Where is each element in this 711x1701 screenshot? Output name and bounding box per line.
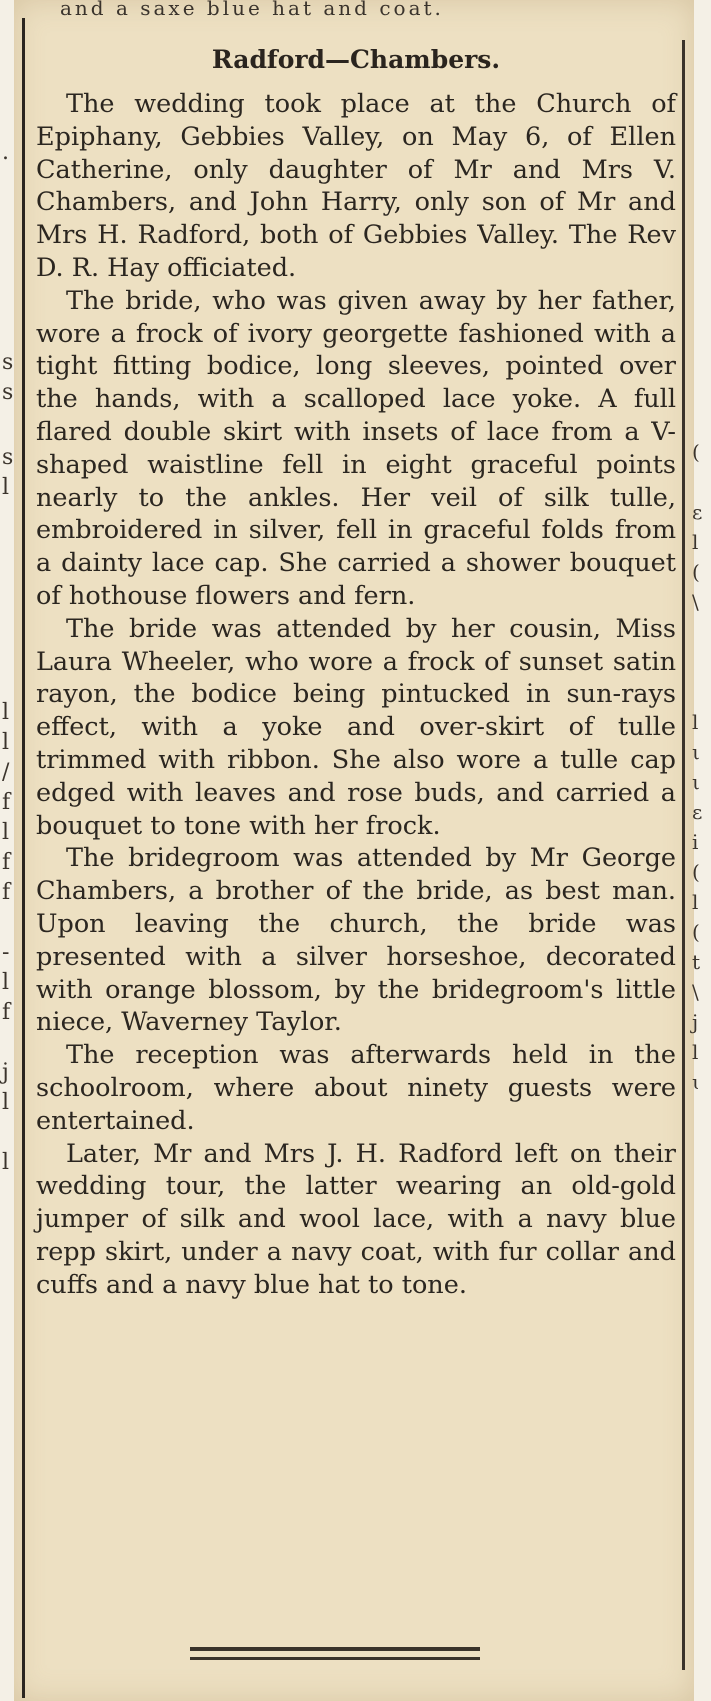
headline: Radford—Chambers.	[211, 45, 501, 74]
end-rule-bottom	[190, 1657, 480, 1660]
paragraph-bride-dress: The bride, who was given away by her father, wore a frock of ivory georgette fashioned with a tight fitting bodice, long sleeves, pointed over the hands, with a scalloped lace yoke. A full flared double skirt with insets of lace from a V-shaped waistline fell in eight graceful points nearly to the ankles. Her veil of silk tulle, embroidered in silver, fell in graceful folds from a dainty lace cap. She carried a shower bouquet of hothouse flowers and fern.	[36, 285, 676, 611]
paragraph-bridesmaid: The bride was attended by her cousin, Miss Laura Wheeler, who wore a frock of sunset satin rayon, the bodice being pintucked in sun-rays effect, with a yoke and over-skirt of tulle trimmed with ribbon. She also wore a tulle cap edged with leaves and rose buds, and carried a bouquet to tone with her frock.	[36, 613, 676, 841]
scanned-page: and a saxe blue hat and coat. . s s s l l l / f l f f - l f j l l ( ε l ( \ l ι ι ɛ i ( l ( t \ j l ɩ Radford—Chambers. The wedding took place at the Church of Epiphany, Gebbies Valley, on May 6, of Ellen Catherine, only daughter of Mr and Mrs V. Chambers, and John Harry, only son of Mr and Mrs H. Radford, both of Gebbies Valley. The Rev D. R. Hay officiated. The bride, who was given away by her father, wore a frock of ivory georgette fashioned with a tight fitting bodice, long sleeves, pointed over the hands, with a scalloped lace yoke. A full flared double skirt with insets of lace from a V-shaped waistline fell in eight graceful points nearly to the ankles. Her veil of silk tulle, embroidered in silver, fell in graceful folds from a dainty lace cap. She carried a shower bouquet of hothouse flowers and fern. The bride was attended by her cousin, Miss Laura Wheeler, who wore a frock of sunset satin rayon, the bodice being pintucked in sun-rays effect, with a yoke and over-skirt of tulle trimmed with ribbon. She also wore a tulle cap edged with leaves and rose buds, and carried a bouquet to tone with her frock. The bridegroom was attended by Mr George Chambers, a brother of the bride, as best man. Upon leaving the church, the bride was presented with a silver horseshoe, decorated with orange blossom, by the bridegroom's little niece, Waverney Taylor. The reception was afterwards held in the schoolroom, where about ninety guests were entertained. Later, Mr and Mrs J. H. Radford left on their wedding tour, the latter wearing an old-gold jumper of silk and wool lace, with a navy blue repp skirt, under a navy coat, with fur collar and cuffs and a navy blue hat to tone.	[0, 0, 711, 1701]
paragraph-wedding-tour: Later, Mr and Mrs J. H. Radford left on their wedding tour, the latter wearing an old-gold jumper of silk and wool lace, with a navy blue repp skirt, under a navy coat, with fur collar and cuffs and a navy blue hat to tone.	[36, 1138, 676, 1300]
right-column-rule	[682, 40, 685, 1670]
left-column-rule	[22, 18, 25, 1698]
cut-off-preceding-line: and a saxe blue hat and coat.	[60, 0, 444, 20]
article	[36, 36, 676, 1301]
paragraph-reception: The reception was afterwards held in the schoolroom, where about ninety guests were entertained.	[36, 1040, 676, 1136]
paragraph-best-man: The bridegroom was attended by Mr George Chambers, a brother of the bride, as best man. Upon leaving the church, the bride was presented with a silver horseshoe, decorated with orange blossom, by the bridegroom's little niece, Waverney Taylor.	[36, 843, 676, 1038]
paragraph-wedding: The wedding took place at the Church of Epiphany, Gebbies Valley, on May 6, of Ellen Catherine, only daughter of Mr and Mrs V. Chambers, and John Harry, only son of Mr and Mrs H. Radford, both of Gebbies Valley. The Rev D. R. Hay officiated.	[36, 89, 676, 283]
end-rule-top	[190, 1647, 480, 1651]
